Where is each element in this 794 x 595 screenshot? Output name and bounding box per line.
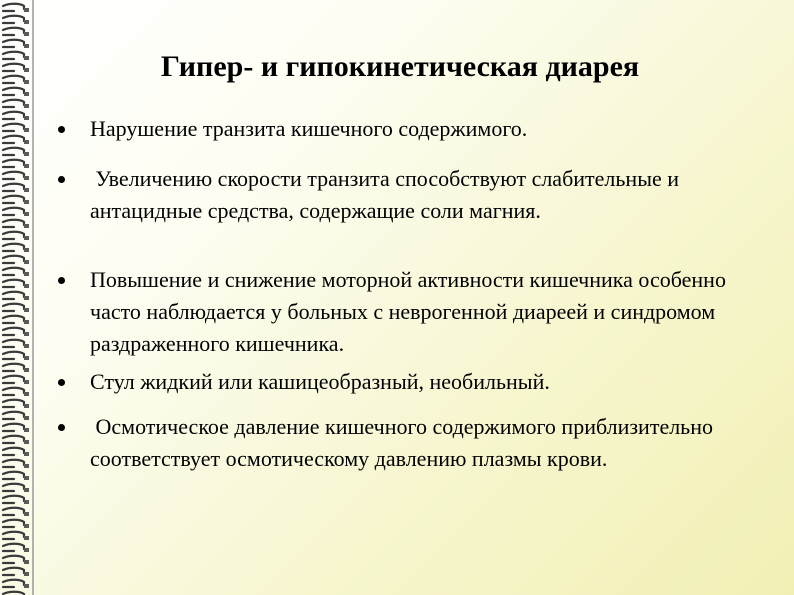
bullet-icon (58, 277, 65, 284)
bullet-icon (58, 126, 65, 133)
bullet-text: Стул жидкий или кашицеобразный, необильный. (90, 369, 550, 394)
list-item (58, 366, 748, 398)
bullet-text: Повышение и снижение моторной активности кишечника особенно часто наблюдается у больных с неврогенной диареей и синдромом раздраженного кишечника. (90, 267, 732, 356)
bullet-icon (58, 379, 65, 386)
bullet-icon (58, 176, 65, 183)
bullet-text: Осмотическое давление кишечного содержимого приблизительно соответствует осмотическому давлению плазмы крови. (90, 414, 719, 471)
list-item (58, 113, 748, 145)
spiral-binding-icon (0, 0, 40, 595)
list-item (58, 264, 748, 360)
bullet-text: Нарушение транзита кишечного содержимого. (90, 116, 528, 141)
bullet-icon (58, 424, 65, 431)
list-item (58, 411, 748, 475)
bullet-text: Увеличению скорости транзита способствуют слабительные и антацидные средства, содержащие соли магния. (90, 166, 685, 223)
page-title: Гипер- и гипокинетическая диарея (160, 50, 640, 83)
list-item (58, 163, 748, 227)
